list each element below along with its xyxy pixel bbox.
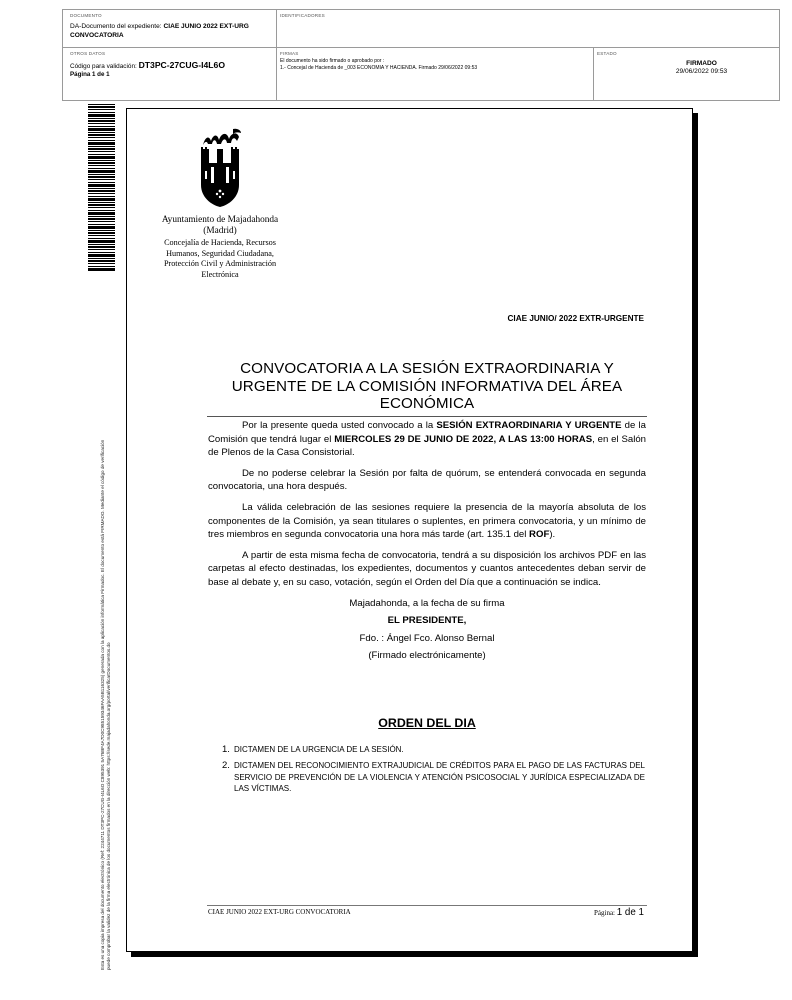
identificadores-label: IDENTIFICADORES	[280, 13, 325, 18]
vertical-verification-text: Esta es una copia impresa del documento electrónico (Ref: 2244711 DT3PC-27CUG-I4L6O C895391 5A76BF4A7D0C985159346FAA5B116325) generada con la aplicación informática Firmadoc. El documento está FIRMADO. Mediante el código de verificación	[100, 439, 105, 970]
estado-status: FIRMADO	[686, 60, 717, 67]
signature-place: Majadahonda, a la fecha de su firma	[349, 597, 505, 609]
header-page-count: Página 1 de 1	[70, 71, 110, 78]
text-run: de la Comisión que tendrá lugar el	[208, 420, 646, 445]
otros-datos-cell	[63, 48, 277, 100]
validation-code-value: DT3PC-27CUG-I4L6O	[138, 60, 226, 70]
documento-prefix: DA-Documento del expediente:	[70, 23, 164, 30]
org-department: Concejalía de Hacienda, Recursos Humanos, Seguridad Ciudadana, Protección Civil y Administración Electrónica	[163, 238, 277, 279]
documento-name: CIAE JUNIO 2022 EXT-URG CONVOCATORIA	[70, 23, 249, 39]
barcode	[88, 104, 115, 272]
title-divider	[207, 416, 647, 417]
document-title: CONVOCATORIA A LA SESIÓN EXTRAORDINARIA Y URGENTE DE LA COMISIÓN INFORMATIVA DEL ÁREA ECONÓMICA	[231, 360, 623, 412]
footer-page	[594, 907, 644, 918]
text-run: ).	[549, 529, 556, 541]
majadahonda-coat-of-arms-icon	[197, 127, 243, 209]
footer-divider	[207, 905, 647, 906]
footer-page-label: Página:	[594, 909, 617, 917]
text-run: , en el Salón de Plenos de la Casa Consistorial.	[208, 433, 647, 459]
agenda-item-number: 1.	[222, 744, 230, 755]
agenda-item	[222, 760, 645, 794]
organization-block	[150, 215, 290, 280]
paragraph-convocation	[208, 419, 646, 460]
firmas-line: 1.- Concejal de Hacienda de _003 ECONOMIA Y HACIENDA. Firmado 29/06/2022 09:53	[280, 64, 478, 71]
bold-run: SESIÓN EXTRAORDINARIA Y URGENTE	[436, 420, 622, 431]
agenda-title: ORDEN DEL DIA	[378, 716, 476, 730]
agenda-item-text: DICTAMEN DEL RECONOCIMIENTO EXTRAJUDICIAL DE CRÉDITOS PARA EL PAGO DE LAS FACTURAS DEL SERVICIO DE PREVENCIÓN DE LA VIOLENCIA Y ATENCIÓN PSICOSOCIAL Y JURÍDICA ESPECIALIZADA DE LAS VÍCTIMAS.	[234, 761, 645, 794]
document-reference: CIAE JUNIO/ 2022 EXTR-URGENTE	[507, 314, 644, 323]
footer-page-value: 1 de 1	[616, 907, 644, 918]
documento-text	[70, 23, 269, 40]
bold-run: ROF	[529, 529, 550, 541]
paragraph-validity	[208, 501, 646, 542]
agenda-list	[222, 744, 645, 800]
paragraph-files: A partir de esta misma fecha de convocatoria, tendrá a su disposición los archivos PDF en las carpetas al efecto destinadas, los expedientes, documentos y cuantos antecedentes deban servir de base al debate y, en su caso, votación, según el Orden del Día que a continuación se indica.	[208, 549, 646, 588]
agenda-item-text: DICTAMEN DE LA URGENCIA DE LA SESIÓN.	[234, 745, 404, 754]
documento-label: DOCUMENTO	[70, 13, 102, 18]
agenda-item	[222, 744, 645, 755]
firmas-cell	[277, 48, 594, 100]
documento-cell	[63, 10, 277, 48]
identificadores-cell	[277, 10, 779, 48]
estado-value	[597, 60, 776, 77]
org-region: (Madrid)	[203, 226, 237, 236]
text-run: La válida celebración de las sesiones requiere la presencia de la mayoría absoluta de los componentes de la Comisión, ya sean titulares o suplentes, en primera convocatoria, y un mínimo de tres miembros en segunda convocatoria una hora más tarde (art. 135.1 del	[208, 501, 646, 541]
validation-code	[70, 60, 269, 70]
bold-run: MIERCOLES 29 DE JUNIO DE 2022, A LAS 13:00 HORAS	[334, 433, 593, 445]
text-run: Por la presente queda usted convocado a la	[242, 420, 437, 431]
estado-date: 29/06/2022 09:53	[675, 68, 728, 76]
validation-code-label: Código para validación:	[70, 63, 139, 70]
org-name: Ayuntamiento de Majadahonda	[161, 215, 279, 225]
firmas-label: FIRMAS	[280, 51, 299, 56]
otros-datos-label: OTROS DATOS	[70, 51, 106, 56]
signature-note: (Firmado electrónicamente)	[368, 650, 486, 662]
validation-header	[62, 9, 780, 101]
signature-role: EL PRESIDENTE,	[387, 615, 467, 627]
vertical-verification-text-2: puede comprobar la validez de la firma electrónica de los documentos firmados en la dirección web: https://sede.majadahonda.org/portal/verificarDocumentos.do	[106, 642, 111, 970]
paragraph-quorum: De no poderse celebrar la Sesión por falta de quórum, se entenderá convocada en segunda convocatoria, una hora después.	[208, 467, 646, 493]
footer-doc-name: CIAE JUNIO 2022 EXT-URG CONVOCATORIA	[208, 908, 351, 916]
estado-label: ESTADO	[597, 51, 617, 56]
document-body	[208, 419, 646, 667]
firmas-text	[280, 58, 590, 71]
firmas-line: El documento ha sido firmado o aprobado por :	[280, 58, 385, 64]
agenda-item-number: 2.	[222, 760, 230, 772]
signature-name: Fdo. : Ángel Fco. Alonso Bernal	[359, 632, 495, 644]
estado-cell	[594, 48, 779, 100]
